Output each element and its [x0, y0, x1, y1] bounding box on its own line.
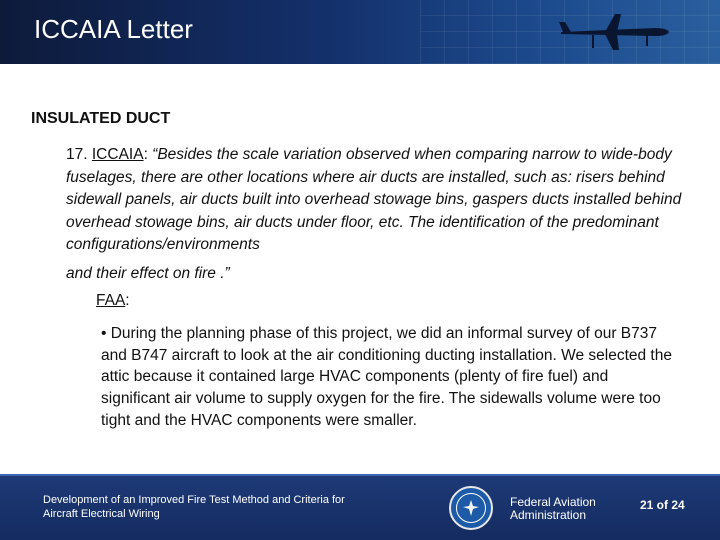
agency-line2: Administration — [510, 508, 587, 522]
presentation-title-line1: Development of an Improved Fire Test Method and Criteria for — [43, 494, 345, 506]
footer-divider — [0, 474, 720, 476]
presentation-title-line2: Aircraft Electrical Wiring — [43, 508, 160, 520]
slide-title: ICCAIA Letter — [34, 14, 193, 44]
response-label-colon: : — [125, 292, 130, 309]
comment-item — [66, 144, 691, 285]
faa-seal-icon — [449, 486, 493, 530]
airplane-icon — [555, 10, 675, 56]
agency-line1: Federal Aviation — [510, 495, 596, 509]
response-text: • During the planning phase of this project, we did an informal survey of our B737 and B747 aircraft to look at the air conditioning ducting installation. We selected the attic because it contained large HVAC components (plenty of fire fuel) and significant air volume to supply oxygen for the fire. The sidewalls volume were too tight and the HVAC components were smaller. — [101, 325, 672, 429]
comment-quote: “Besides the scale variation observed when comparing narrow to wide-body fuselages, there are other locations where air ducts are installed, such as: risers behind sidewall panels, air ducts built into overhead stowage bins, gaspers ducts installed behind overhead stowage bins, air ducts under floor, etc. The identification of the predominant configurations/environments — [66, 146, 682, 253]
presentation-title — [43, 493, 423, 521]
response-label — [96, 292, 130, 310]
agency-name — [510, 496, 596, 522]
item-number: 17. — [66, 146, 88, 163]
slide-footer — [0, 474, 720, 540]
commenter-separator: : — [143, 146, 148, 163]
section-heading: INSULATED DUCT — [31, 110, 171, 127]
seal-eagle-mark — [462, 498, 480, 518]
comment-quote-tail: and their effect on fire .” — [66, 264, 230, 282]
slide-header — [0, 0, 720, 64]
commenter-name: ICCAIA — [91, 146, 144, 163]
page-number: 21 of 24 — [640, 498, 685, 512]
response-label-text: FAA — [96, 292, 126, 309]
